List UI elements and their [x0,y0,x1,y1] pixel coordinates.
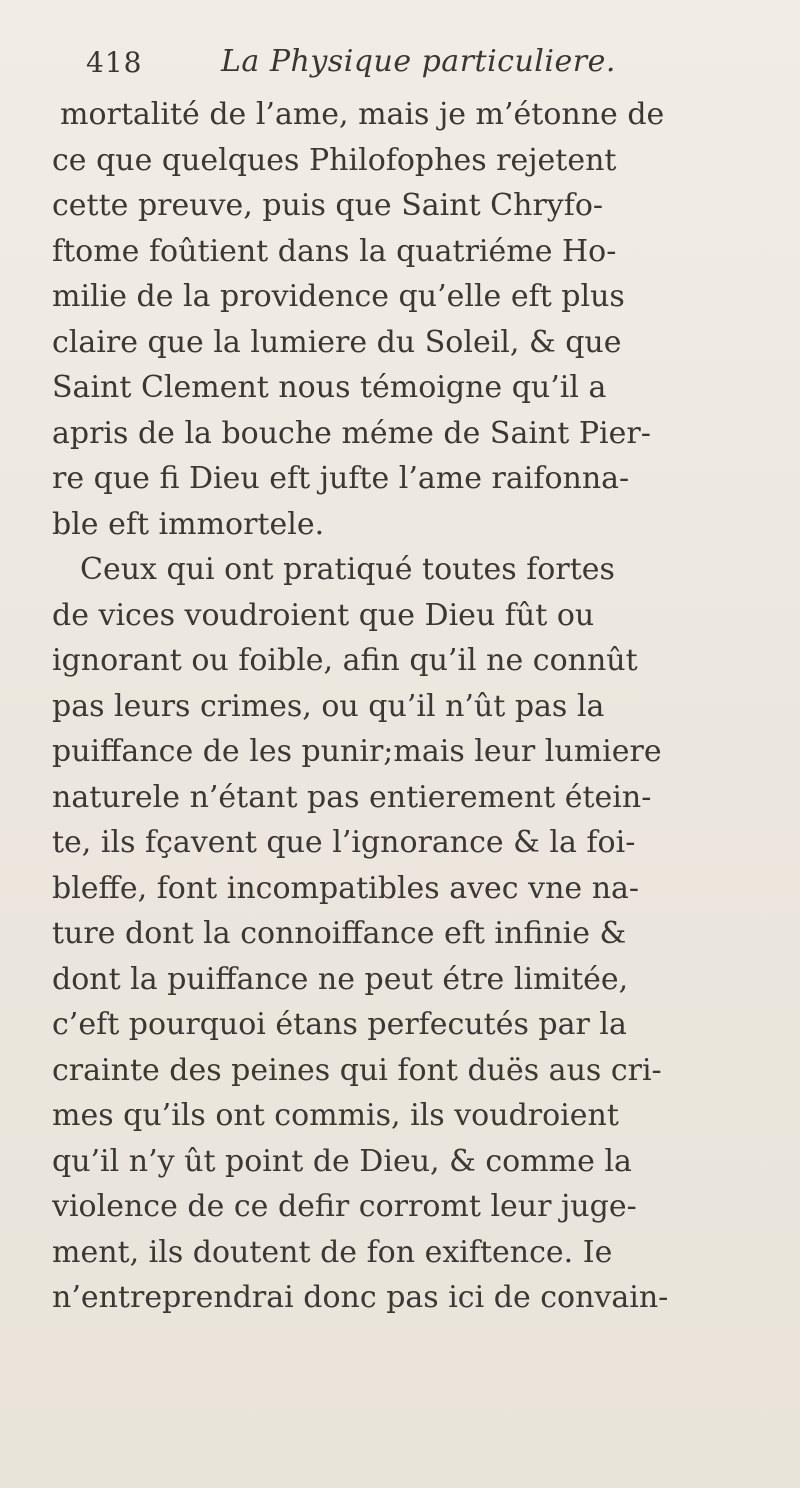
text-line: ture dont la connoiffance eft infinie & [52,916,627,951]
text-line: dont la puiffance ne peut étre limitée, [52,961,629,997]
text-line: mortalité de l’ame, mais je m’étonne de [60,97,665,132]
text-line: ce que quelques Philofophes rejetent [52,142,617,178]
text-line: ftome foûtient dans la quatriéme Ho- [52,233,617,269]
text-line: de vices voudroient que Dieu fût ou [52,597,595,633]
text-line: te, ils fçavent que l’ignorance & la foi- [52,825,636,860]
page-header [86,42,706,92]
text-line: Saint Clement nous témoigne qu’il a [52,370,607,405]
text-line: naturele n’étant pas entierement étein- [52,779,652,815]
text-line: puiffance de les punir;mais leur lumiere [52,734,662,769]
text-line: ble eft immortele. [52,506,325,542]
body-text [52,92,764,1321]
text-line: cette preuve, puis que Saint Chryfo- [52,188,604,223]
page-number: 418 [86,46,143,79]
text-line: pas leurs crimes, ou qu’il n’ût pas la [52,688,605,724]
text-line: crainte des peines qui font duës aus cri- [52,1052,662,1088]
text-line: n’entreprendrai donc pas ici de convain- [52,1280,669,1315]
text-line: mes qu’ils ont commis, ils voudroient [52,1098,619,1133]
text-line: claire que la lumiere du Soleil, & que [52,324,622,360]
paragraph-start-line: Ceux qui ont pratiqué toutes fortes [80,552,615,587]
text-line: qu’il n’y ût point de Dieu, & comme la [52,1143,632,1179]
text-line: c’eft pourquoi étans perfecutés par la [52,1007,627,1042]
text-line: ment, ils doutent de fon exiftence. Ie [52,1234,613,1270]
text-line: re que fi Dieu eft jufte l’ame raifonna- [52,461,630,496]
text-line: ignorant ou foible, afin qu’il ne connût [52,643,638,678]
text-line: violence de ce defir corromt leur juge- [52,1189,637,1224]
text-line: apris de la bouche méme de Saint Pier- [52,415,651,451]
text-line: milie de la providence qu’elle eft plus [52,279,625,314]
running-title: La Physique particuliere. [221,44,616,79]
text-line: bleffe, font incompatibles avec vne na- [52,870,640,906]
